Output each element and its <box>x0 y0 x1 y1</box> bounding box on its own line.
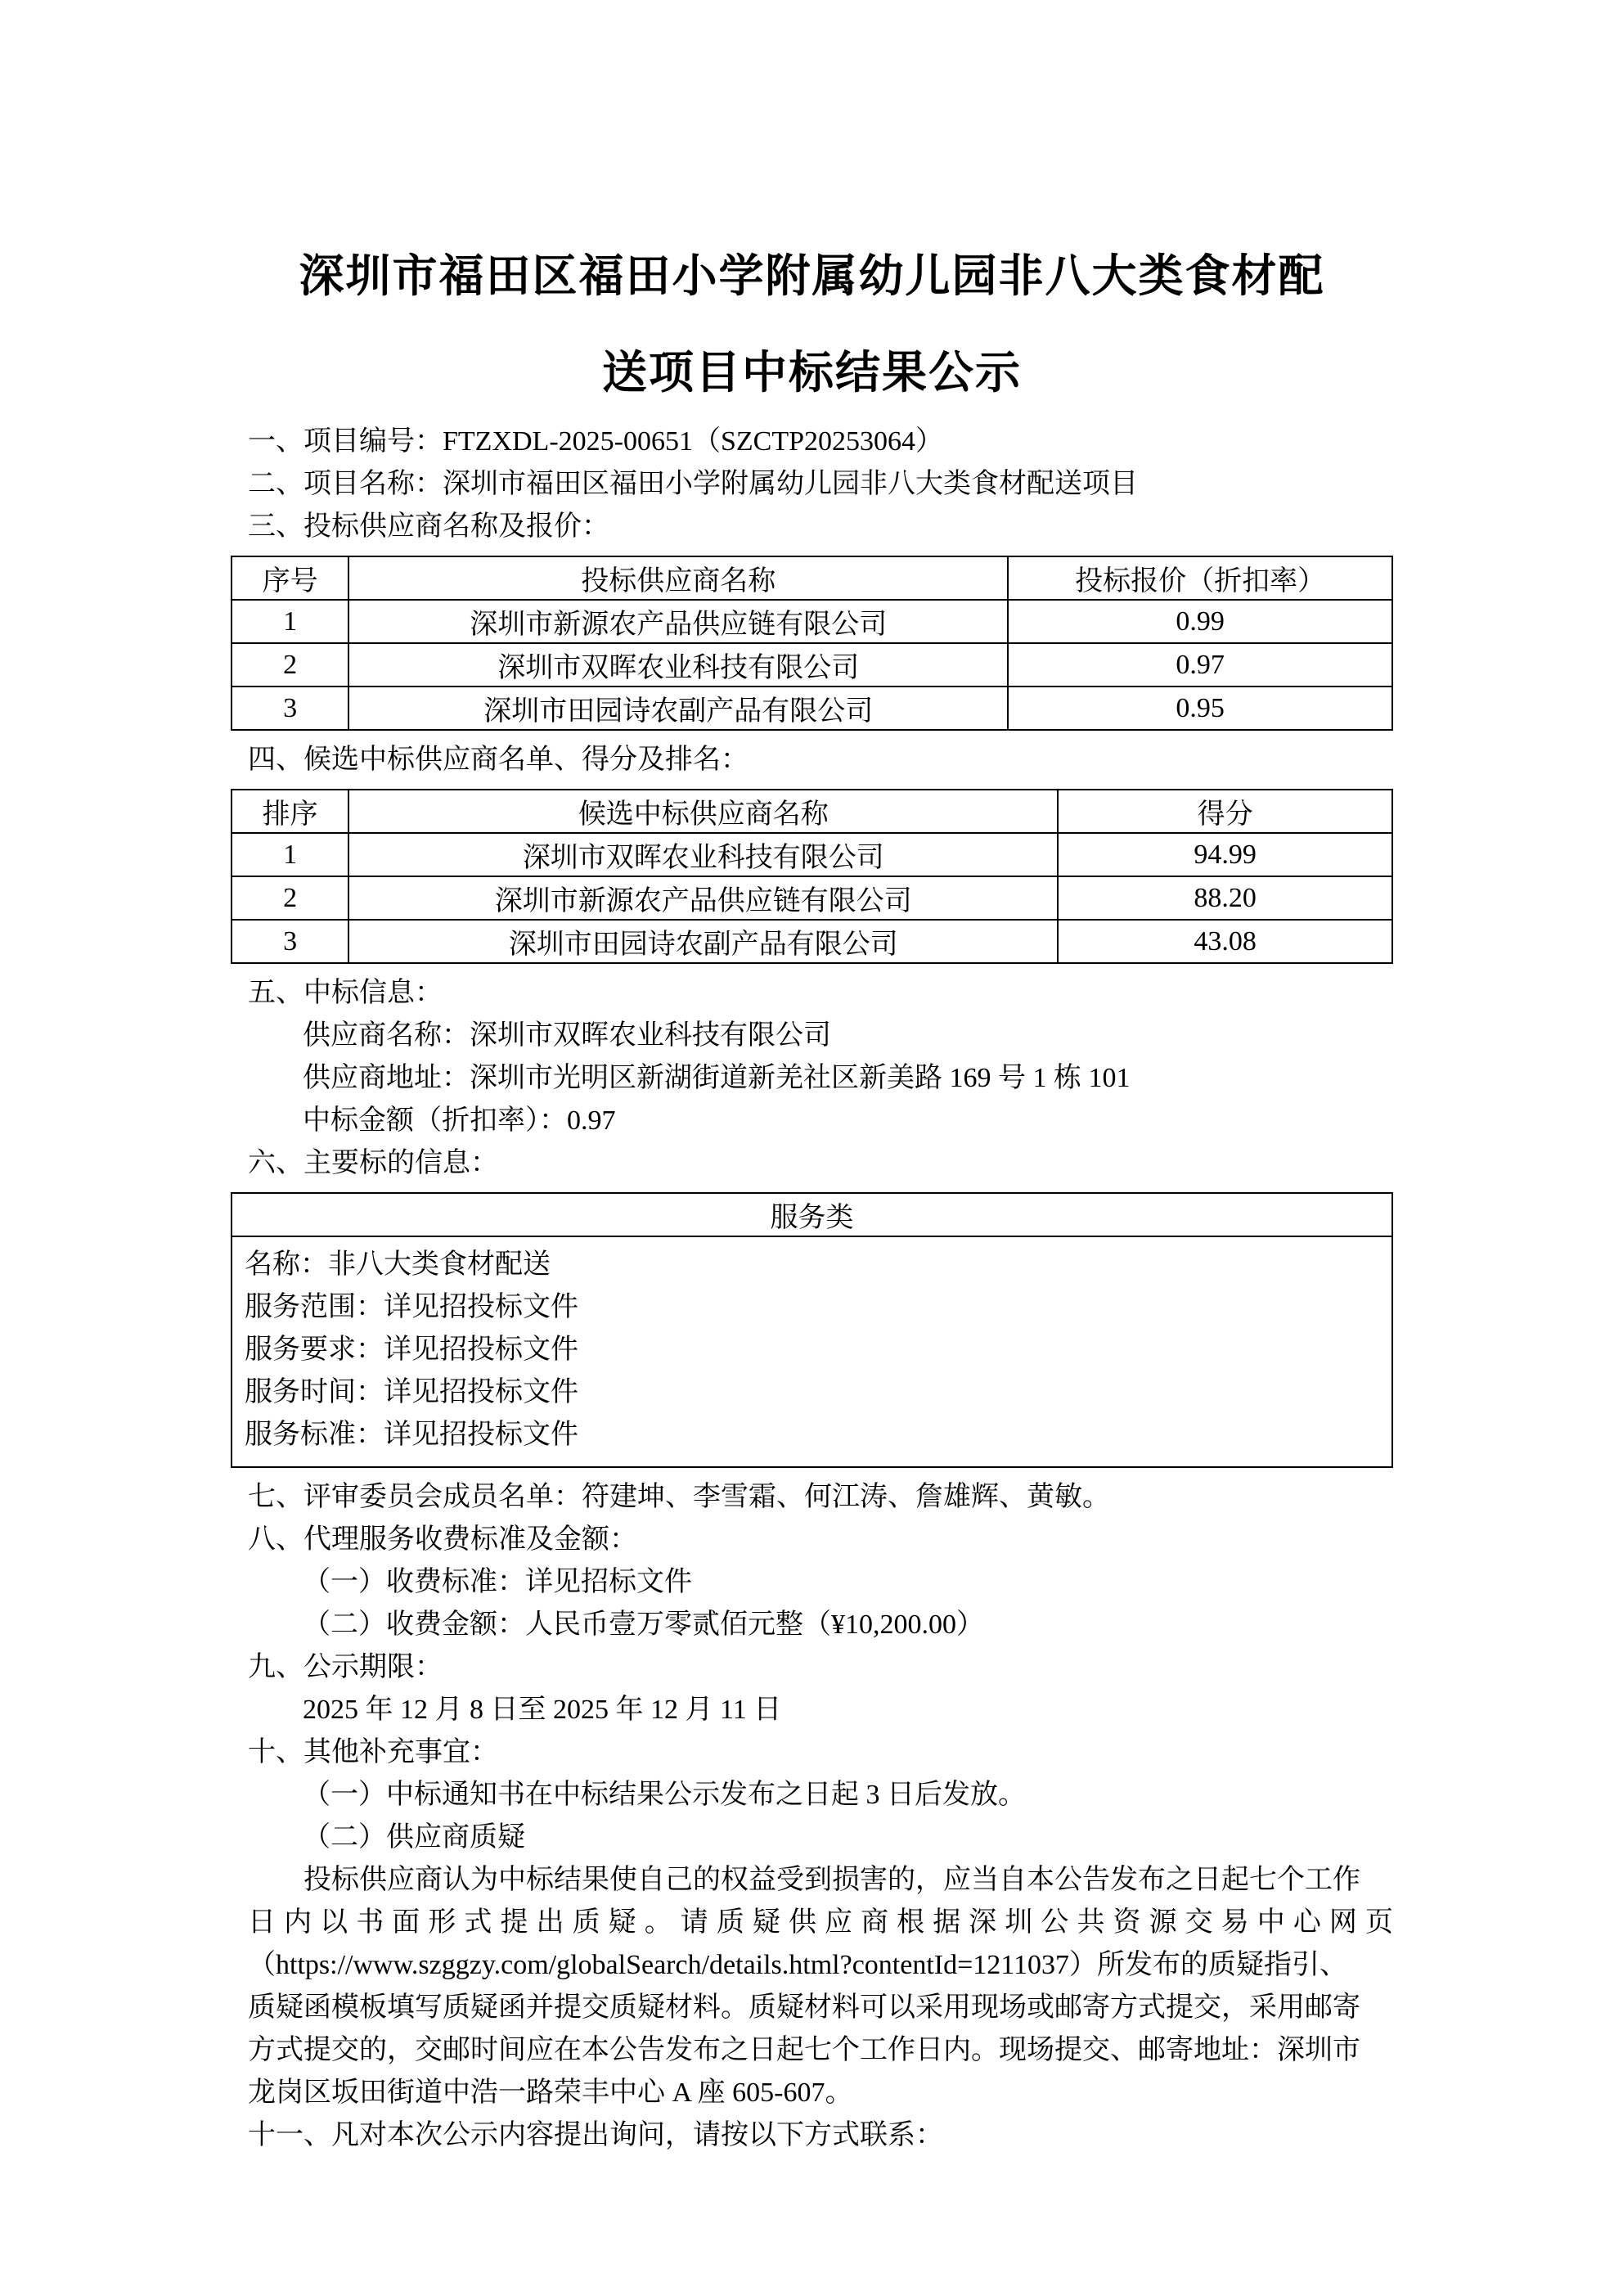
agency-fee-section-heading: 八、代理服务收费标准及金额： <box>248 1524 637 1555</box>
table-row <box>232 600 1392 643</box>
bid-header-supplier: 投标供应商名称 <box>348 556 1008 600</box>
bid-row-supplier: 深圳市新源农产品供应链有限公司 <box>348 600 1008 643</box>
candidate-ranking-table <box>231 789 1393 964</box>
publicity-period-line: 2025 年 12 月 8 日至 2025 年 12 月 11 日 <box>303 1695 782 1725</box>
document-title <box>231 0 1393 421</box>
award-section-heading: 五、中标信息： <box>248 978 443 1008</box>
candidate-row-score: 88.20 <box>1058 876 1392 920</box>
committee-members-line: 七、评审委员会成员名单：符建坤、李雪霜、何江涛、詹雄辉、黄敏。 <box>248 1482 1110 1512</box>
candidate-row-score: 43.08 <box>1058 920 1392 963</box>
candidate-row-score: 94.99 <box>1058 833 1392 876</box>
bidders-section-heading: 三、投标供应商名称及报价： <box>248 511 609 542</box>
project-name-line: 二、项目名称：深圳市福田区福田小学附属幼儿园非八大类食材配送项目 <box>248 469 1138 499</box>
subject-table-body-cell <box>232 1236 1392 1467</box>
contact-section-heading: 十一、凡对本次公示内容提出询问，请按以下方式联系： <box>248 2120 943 2150</box>
objection-paragraph-line: 日内以书面形式提出质疑。请质疑供应商根据深圳公共资源交易中心网页 <box>248 1907 1393 1938</box>
objection-paragraph-line: 方式提交的，交邮时间应在本公告发布之日起七个工作日内。现场提交、邮寄地址：深圳市 <box>248 2035 1360 2065</box>
subject-scope-line: 服务范围：详见招投标文件 <box>245 1292 578 1322</box>
title-line-1: 深圳市福田区福田小学附属幼儿园非八大类食材配 <box>299 250 1325 301</box>
subject-header-service-class: 服务类 <box>232 1193 1392 1236</box>
objection-paragraph-line: 龙岗区坂田街道中浩一路荣丰中心 A 座 605-607。 <box>248 2078 853 2108</box>
subject-section-heading: 六、主要标的信息： <box>248 1148 498 1178</box>
objection-paragraph-line-url: （https://www.szggzy.com/globalSearch/details.html?contentId=1211037）所发布的质疑指引、 <box>248 1950 1348 1980</box>
candidate-row-rank: 3 <box>232 920 348 963</box>
supplement-item-notice: （一）中标通知书在中标结果公示发布之日起 3 日后发放。 <box>303 1780 1026 1810</box>
bid-row-supplier: 深圳市田园诗农副产品有限公司 <box>348 687 1008 730</box>
table-row <box>232 1236 1392 1467</box>
subject-info-table <box>231 1192 1393 1468</box>
supplement-section-heading: 十、其他补充事宜： <box>248 1737 498 1767</box>
award-supplier-line: 供应商名称：深圳市双晖农业科技有限公司 <box>303 1020 831 1051</box>
bid-row-price: 0.99 <box>1008 600 1392 643</box>
subject-time-line: 服务时间：详见招投标文件 <box>245 1377 578 1407</box>
objection-paragraph-line: 质疑函模板填写质疑函并提交质疑材料。质疑材料可以采用现场或邮寄方式提交，采用邮寄 <box>248 1992 1360 2023</box>
subject-requirement-line: 服务要求：详见招投标文件 <box>245 1335 578 1365</box>
fee-amount-line: （二）收费金额：人民币壹万零贰佰元整（¥10,200.00） <box>303 1609 984 1640</box>
award-address-line: 供应商地址：深圳市光明区新湖街道新羌社区新美路 169 号 1 栋 101 <box>303 1063 1131 1093</box>
bid-table-header-row <box>232 556 1392 600</box>
objection-paragraph-line: 投标供应商认为中标结果使自己的权益受到损害的，应当自本公告发布之日起七个工作 <box>303 1865 1360 1895</box>
candidate-row-supplier: 深圳市田园诗农副产品有限公司 <box>348 920 1058 963</box>
candidate-header-rank: 排序 <box>232 790 348 833</box>
subject-name-line: 名称：非八大类食材配送 <box>245 1249 551 1280</box>
publicity-period-heading: 九、公示期限： <box>248 1652 443 1682</box>
award-amount-line: 中标金额（折扣率）：0.97 <box>303 1105 616 1136</box>
bid-row-seq: 2 <box>232 643 348 687</box>
candidate-row-rank: 2 <box>232 876 348 920</box>
fee-standard-line: （一）收费标准：详见招标文件 <box>303 1567 692 1597</box>
bid-header-seq: 序号 <box>232 556 348 600</box>
subject-table-header-row <box>232 1193 1392 1236</box>
candidate-header-score: 得分 <box>1058 790 1392 833</box>
bid-header-price: 投标报价（折扣率） <box>1008 556 1392 600</box>
title-line-2: 送项目中标结果公示 <box>601 347 1022 398</box>
bid-row-price: 0.97 <box>1008 643 1392 687</box>
table-row <box>232 833 1392 876</box>
bid-row-seq: 3 <box>232 687 348 730</box>
candidate-table-header-row <box>232 790 1392 833</box>
bid-row-supplier: 深圳市双晖农业科技有限公司 <box>348 643 1008 687</box>
subject-standard-line: 服务标准：详见招投标文件 <box>245 1420 578 1450</box>
table-row <box>232 876 1392 920</box>
bid-quotes-table <box>231 556 1393 731</box>
document-content <box>231 0 1393 2157</box>
candidates-section-heading: 四、候选中标供应商名单、得分及排名： <box>248 745 749 775</box>
candidate-header-supplier: 候选中标供应商名称 <box>348 790 1058 833</box>
candidate-row-supplier: 深圳市新源农产品供应链有限公司 <box>348 876 1058 920</box>
bid-row-seq: 1 <box>232 600 348 643</box>
bid-row-price: 0.95 <box>1008 687 1392 730</box>
candidate-row-supplier: 深圳市双晖农业科技有限公司 <box>348 833 1058 876</box>
table-row <box>232 643 1392 687</box>
table-row <box>232 687 1392 730</box>
candidate-row-rank: 1 <box>232 833 348 876</box>
supplement-item-objection: （二）供应商质疑 <box>303 1822 525 1853</box>
project-number-line: 一、项目编号：FTZXDL-2025-00651（SZCTP20253064） <box>248 426 943 457</box>
objection-paragraph <box>231 1859 1393 2114</box>
table-row <box>232 920 1392 963</box>
